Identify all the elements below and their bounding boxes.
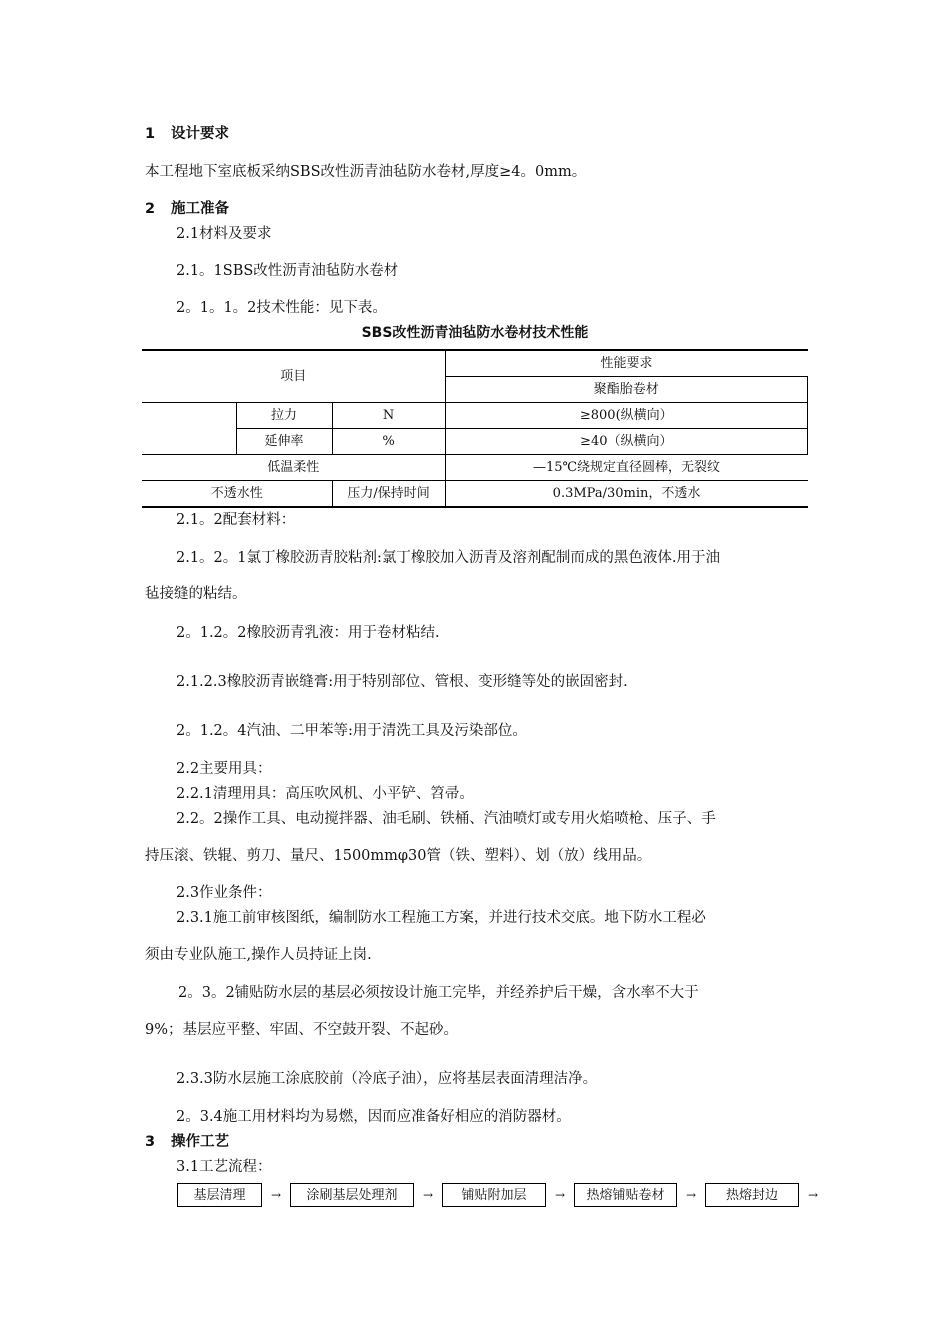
flow-step: 涂刷基层处理剂: [290, 1183, 414, 1207]
header-item: 项目: [142, 350, 445, 403]
flow-step: 热熔封边: [705, 1183, 799, 1207]
row-name: 不透水性: [142, 481, 332, 508]
paragraph-line: 9%；基层应平整、牢固、不空鼓开裂、不起砂。: [145, 1022, 459, 1038]
section-number: 1: [145, 126, 156, 142]
paragraph-line: 2.3.3防水层施工涂底胶前（冷底子油），应将基层表面清理洁净。: [176, 1071, 598, 1087]
paragraph-line: 2.3.1施工前审核图纸，编制防水工程施工方案，并进行技术交底。地下防水工程必: [176, 910, 706, 926]
row-name: 延伸率: [236, 429, 332, 455]
row-unit: N: [332, 403, 445, 429]
paragraph-line: 2.1.2.3橡胶沥青嵌缝膏:用于特别部位、管根、变形缝等处的嵌固密封.: [176, 674, 628, 690]
paragraph-line: 2。3。2铺贴防水层的基层必须按设计施工完毕，并经养护后干燥，含水率不大于: [178, 985, 699, 1001]
subheading-2-1-2: 2.1。2配套材料：: [176, 512, 296, 528]
section-1-heading: [145, 124, 229, 144]
row-unit: %: [332, 429, 445, 455]
paragraph-line: 2.1。2。1氯丁橡胶沥青胶粘剂:氯丁橡胶加入沥青及溶剂配制而成的黑色液体.用于油: [176, 550, 721, 566]
row-unit: 压力/保持时间: [332, 481, 445, 508]
paragraph-line: 2。3.4施工用材料均为易燃，因而应准备好相应的消防器材。: [176, 1109, 571, 1125]
process-flow: [177, 1183, 827, 1207]
paragraph-line: 2.2.1清理用具：高压吹风机、小平铲、笤帚。: [176, 786, 474, 802]
row-value: ≥800(纵横向）: [445, 403, 807, 429]
section-title: 施工准备: [171, 201, 229, 217]
subheading-2-2: 2.2主要用具：: [176, 761, 272, 777]
subheading-2-3: 2.3作业条件：: [176, 885, 272, 901]
flow-step: 基层清理: [177, 1183, 262, 1207]
row-value: —15℃绕规定直径圆棒，无裂纹: [445, 455, 807, 481]
table-row: [142, 350, 808, 377]
paragraph-line: 须由专业队施工,操作人员持证上岗.: [145, 947, 372, 963]
table-row: [142, 481, 808, 508]
section-title: 设计要求: [171, 126, 229, 142]
section-2-heading: [145, 199, 229, 219]
subheading-3-1: 3.1工艺流程：: [176, 1159, 272, 1175]
paragraph-line: 2.2。2操作工具、电动搅拌器、油毛刷、铁桶、汽油喷灯或专用火焰喷枪、压子、手: [176, 811, 716, 827]
flow-step: 铺贴附加层: [442, 1183, 546, 1207]
paragraph: 本工程地下室底板采纳SBS改性沥青油毡防水卷材,厚度≥4。0mm。: [145, 164, 587, 180]
arrow-right-icon: →: [422, 1188, 434, 1202]
table-row: [142, 429, 808, 455]
header-requirement: 性能要求: [445, 350, 807, 377]
spec-table: [142, 349, 808, 508]
subheading-2-1: 2.1材料及要求: [176, 226, 272, 242]
subheading-2-1-1-2: 2。1。1。2技术性能：见下表。: [176, 300, 387, 316]
table-cell-empty: [142, 403, 236, 455]
paragraph-line: 毡接缝的粘结。: [145, 586, 247, 602]
row-name: 低温柔性: [142, 455, 445, 481]
section-3-heading: [145, 1132, 229, 1152]
paragraph-line: 2。1.2。4汽油、二甲苯等:用于清洗工具及污染部位。: [176, 723, 527, 739]
table-row: [142, 403, 808, 429]
arrow-right-icon: →: [270, 1188, 282, 1202]
row-value: ≥40（纵横向）: [445, 429, 807, 455]
arrow-right-icon: →: [807, 1188, 819, 1202]
arrow-right-icon: →: [685, 1188, 697, 1202]
paragraph-line: 持压滚、铁辊、剪刀、量尺、1500mmφ30管（铁、塑料）、划（放）线用品。: [145, 848, 652, 864]
section-number: 2: [145, 201, 156, 217]
arrow-right-icon: →: [554, 1188, 566, 1202]
subheading-2-1-1: 2.1。1SBS改性沥青油毡防水卷材: [176, 263, 399, 279]
flow-step: 热熔铺贴卷材: [574, 1183, 677, 1207]
table-row: [142, 455, 808, 481]
row-name: 拉力: [236, 403, 332, 429]
section-title: 操作工艺: [171, 1134, 229, 1150]
section-number: 3: [145, 1134, 156, 1150]
header-subtype: 聚酯胎卷材: [445, 377, 807, 403]
row-value: 0.3MPa/30min，不透水: [445, 481, 807, 508]
table-caption: SBS改性沥青油毡防水卷材技术性能: [361, 325, 589, 341]
paragraph-line: 2。1.2。2橡胶沥青乳液：用于卷材粘结.: [176, 625, 440, 641]
